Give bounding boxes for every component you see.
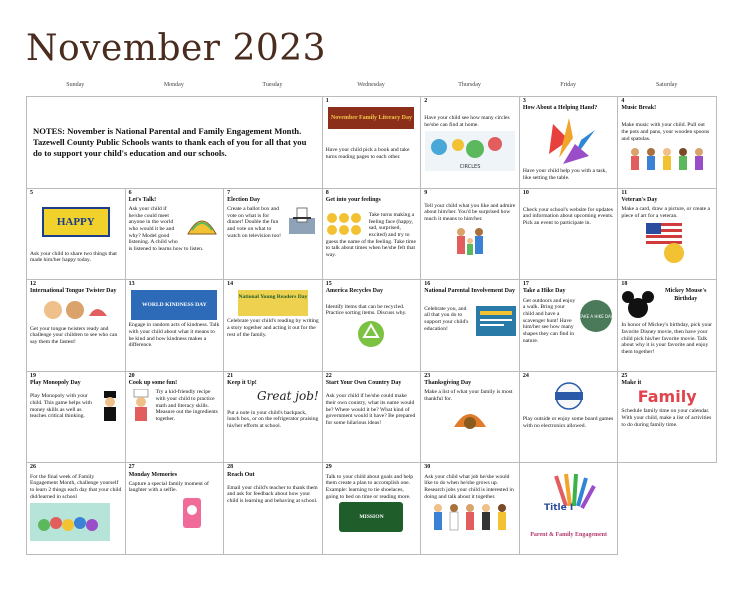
- family-icon: [452, 225, 488, 259]
- weekday-tuesday: Tuesday: [262, 82, 283, 88]
- world-kindness-banner: WORLD KINDNESS DAY: [131, 290, 217, 320]
- day-number: 6: [128, 189, 132, 196]
- day-text: Schedule family time on your calendar. With your child, make a list of activities to do during family time.: [621, 408, 712, 428]
- day-text: Ask your child what job he/she would like to do when he/she grows up. Research jobs your child is interested in doing and talk about it together.: [424, 473, 514, 500]
- day-cell-1: [323, 97, 422, 189]
- day-number: 11: [621, 189, 628, 196]
- ballot-box-icon: [285, 206, 319, 236]
- day-text: Make a card, draw a picture, or create a piece of art for a veteran.: [621, 205, 710, 219]
- day-cell-23: [421, 372, 520, 464]
- day-cell-18: [618, 280, 717, 372]
- day-number: 19: [30, 372, 36, 379]
- weekday-header: [26, 82, 716, 94]
- day-text: Celebrate you, and all that you do to support your child's education!: [424, 305, 469, 332]
- mickey-mouse-icon: [621, 290, 655, 320]
- day-text: For the final week of Family Engagement Month, challenge yourself to learn 2 things each day that your child did/learned in school: [30, 473, 122, 500]
- page-title: November 2023: [26, 28, 327, 69]
- day-text: Ask your child to share two things that made him/her happy today.: [30, 250, 117, 264]
- day-text: Talk to your child about goals and help them create a plan to accomplish one. Example: learning to tie shoelaces, going to bed on time or reading more.: [325, 473, 414, 500]
- weekday-wednesday: Wednesday: [357, 82, 385, 88]
- day-number: 10: [522, 189, 529, 196]
- day-cell-16: [421, 280, 520, 372]
- hike-badge-text: TAKE A HIKE DAY: [579, 313, 614, 319]
- day-text: Identify items that can be recycled. Practice sorting items. Discuss why.: [325, 303, 407, 317]
- day-number: 1: [325, 98, 329, 104]
- title-i-text: Title I: [543, 503, 573, 514]
- day-text: Create a ballot box and vote on what is for dinner! Double the fun and vote on what to watch on television too!: [227, 205, 282, 239]
- circles-image: [425, 131, 515, 171]
- day-number: 23: [424, 372, 431, 379]
- weekday-thursday: Thursday: [458, 82, 481, 88]
- calendar-grid: [26, 96, 717, 555]
- day-text: Celebrate your child's reading by writing a story together and acting it out for the rest of the family.: [227, 318, 319, 338]
- day-cell-25: [618, 372, 717, 464]
- weekday-sunday: Sunday: [66, 82, 85, 88]
- circle-shape: [452, 139, 464, 151]
- caterpillar-image: [30, 503, 110, 541]
- chef-kid-icon: [129, 389, 153, 425]
- day-title: Cook up some fun!: [128, 379, 178, 386]
- engagement-caption: Parent & Family Engagement: [530, 532, 607, 539]
- day-cell-24: [520, 372, 619, 464]
- day-text: Engage in random acts of kindness. Talk with your child about what it means to be kind and how kindness makes a difference.: [128, 322, 220, 349]
- day-cell-10: [520, 189, 619, 281]
- day-number: 2: [424, 98, 428, 104]
- day-title: Let's Talk!: [128, 196, 157, 203]
- day-title: Reach Out: [227, 471, 255, 478]
- day-number: 15: [325, 281, 332, 288]
- circles-caption: CIRCLES: [459, 163, 481, 170]
- day-text: Check your school's website for updates and information about upcoming events. Pick an event to participate in.: [522, 206, 614, 227]
- day-text: Have your child help you with a task, like setting the table.: [522, 168, 607, 182]
- day-text: Play outside or enjoy some board games with no electronics allowed.: [522, 415, 614, 429]
- happy-sign: HAPPY: [42, 207, 110, 237]
- family-literacy-banner: November Family Literacy Day: [328, 107, 414, 129]
- day-text: Try a kid-friendly recipe with your child to practice math and literacy skills. Measure out the ingredients together.: [155, 389, 218, 422]
- day-title: Monday Memories: [128, 471, 178, 478]
- day-cell-30: [421, 463, 520, 555]
- day-title: Make it: [621, 379, 642, 386]
- day-number: 17: [522, 281, 529, 288]
- day-title: Mickey Mouse's Birthday: [664, 288, 707, 302]
- day-cell-7: [224, 189, 323, 281]
- flag-emoji-icon: [642, 221, 692, 265]
- day-number: 30: [424, 464, 431, 471]
- day-number: 28: [227, 464, 234, 471]
- day-text: Make a list of what your family is most thankful for.: [424, 389, 513, 402]
- day-title: Thanksgiving Day: [424, 379, 472, 386]
- great-job-sign: Great job!: [257, 389, 319, 404]
- day-number: 27: [128, 464, 135, 471]
- day-text: Have your child pick a book and take turns reading pages to each other.: [325, 147, 410, 160]
- day-cell-12: [27, 280, 126, 372]
- day-title: Start Your Own Country Day: [325, 379, 402, 386]
- day-cell-4: [618, 97, 717, 189]
- day-cell-26: [27, 463, 126, 555]
- day-text: Get outdoors and enjoy a walk. Bring your child and have a scavenger hunt! Have him/her see how many shapes they can find in nature.: [522, 297, 576, 344]
- day-cell-11: [618, 189, 717, 281]
- title-i-family-logo: [536, 470, 602, 530]
- game-night-icon: [541, 382, 597, 410]
- day-number: 14: [227, 281, 234, 288]
- monopoly-man-icon: [98, 391, 122, 425]
- day-title: International Tongue Twister Day: [30, 288, 117, 295]
- day-text: Ask your child if he/she could meet anyone in the world who would it be and why? Model good listening. A child who is listened to learns how to listen.: [128, 205, 204, 253]
- day-cell-8: [323, 189, 422, 281]
- circle-shape: [466, 140, 484, 158]
- day-title: Get into your feelings: [325, 196, 381, 203]
- day-cell-29: [323, 463, 422, 555]
- day-text: Capture a special family moment of laughter with a selfie.: [128, 480, 209, 494]
- circle-shape: [488, 137, 502, 151]
- day-title: How About a Helping Hand?: [522, 105, 598, 112]
- phone-selfie-icon: [181, 496, 203, 530]
- day-text: Take turns making a feeling face (happy, sad, surprised, excited) and try to guess the name of the feeling. Take time to talk about times when he/she felt that way.: [325, 211, 416, 259]
- day-text: Put a note in your child's backpack, lunch box, or on the refrigerator praising his/her efforts at school.: [227, 409, 319, 429]
- day-number: 18: [621, 281, 628, 288]
- day-text: Ask your child if he/she could make their own country, what its name would be? Where would it be? What kind of government would it have? Be prepared for some hilarious ideas!: [325, 393, 416, 426]
- day-title: Play Monopoly Day: [30, 379, 81, 386]
- young-readers-banner: National Young Readers Day: [238, 290, 308, 316]
- day-cell-27: [126, 463, 225, 555]
- weekday-monday: Monday: [163, 82, 184, 88]
- day-title: National Parental Involvement Day: [424, 288, 515, 295]
- day-cell-9: [421, 189, 520, 281]
- day-text: Make music with your child. Pull out the pots and pans, your wooden spoons and spatulas.: [621, 122, 710, 142]
- day-cell-17: [520, 280, 619, 372]
- weekday-saturday: Saturday: [656, 82, 678, 88]
- day-number: 4: [621, 98, 625, 104]
- day-number: 3: [522, 98, 526, 104]
- day-cell-13: [126, 280, 225, 372]
- day-number: 13: [128, 281, 135, 288]
- day-number: 24: [522, 372, 529, 379]
- day-title: Music Break!: [621, 105, 657, 112]
- day-cell-3: [520, 97, 619, 189]
- day-number: 25: [621, 372, 628, 379]
- day-number: 21: [227, 372, 234, 379]
- day-number: 12: [30, 281, 36, 288]
- day-cell-19: [27, 372, 126, 464]
- day-number: 8: [325, 189, 329, 196]
- helping-hand-icon: [539, 114, 599, 166]
- day-text: In honor of Mickey's birthday, pick your favorite Disney movie, then have your child pick his/her favorite movie. Talk about why it is your favorite and enjoy them together!: [621, 322, 713, 356]
- day-text: Have your child see how many circles he/she can find at home.: [424, 115, 510, 128]
- day-number: 5: [30, 189, 33, 196]
- day-text: Tell your child what you like and admire about him/her. You'd be surprised how much it means to him/her.: [424, 202, 516, 223]
- day-cell-28: [224, 463, 323, 555]
- day-text: Play Monopoly with your child. This game helps with money skills as well as teaches critical thinking.: [30, 393, 92, 420]
- day-text: Email your child's teacher to thank them and ask for feedback about how your child is learning and behaving at school.: [227, 484, 318, 505]
- day-number: 7: [227, 189, 231, 196]
- day-title: America Recycles Day: [325, 288, 384, 295]
- mission-accomplished-badge: MISSION ACCOMPLISHED: [339, 502, 403, 532]
- day-number: 20: [128, 372, 135, 379]
- parent-involvement-poster: [476, 306, 516, 336]
- family-sign: Family: [637, 387, 697, 407]
- day-number: 9: [424, 189, 428, 196]
- day-cell-15: [323, 280, 422, 372]
- day-text: Get your tongue twisters ready and challenge your children to see who can say them the fastest!: [30, 325, 118, 345]
- day-title: Election Day: [227, 196, 260, 203]
- day-title: Keep it Up!: [227, 379, 257, 386]
- day-cell-6: [126, 189, 225, 281]
- notes-cell: [27, 97, 323, 189]
- feelings-faces-icon: [326, 212, 366, 236]
- day-number: 16: [424, 281, 431, 288]
- recycle-icon: [356, 319, 386, 349]
- day-cell-21: [224, 372, 323, 464]
- day-cell-20: [126, 372, 225, 464]
- day-cell-5: [27, 189, 126, 281]
- weekday-friday: Friday: [560, 82, 576, 88]
- day-cell-2: [421, 97, 520, 189]
- day-number: 29: [325, 464, 332, 471]
- take-a-hike-badge: [578, 298, 614, 334]
- day-cell-22: [323, 372, 422, 464]
- thanksgiving-turkey-icon: [448, 405, 492, 433]
- title-i-logo-cell: [520, 463, 619, 555]
- day-title: Veteran's Day: [621, 196, 658, 203]
- music-kids-image: [625, 144, 709, 172]
- notes-text: NOTES: November is National Parental and Family Engagement Month. Tazewell County Public Schools wants to thank each of you for all that you do to support your child's education and our schools.: [33, 126, 307, 158]
- careers-people-icon: [430, 502, 510, 532]
- circle-shape: [431, 139, 447, 155]
- tongue-twister-icon: [41, 298, 111, 324]
- day-number: 26: [30, 464, 36, 471]
- day-cell-14: [224, 280, 323, 372]
- day-number: 22: [325, 372, 332, 379]
- taco-icon: [184, 206, 220, 242]
- day-title: Take a Hike Day: [522, 288, 566, 295]
